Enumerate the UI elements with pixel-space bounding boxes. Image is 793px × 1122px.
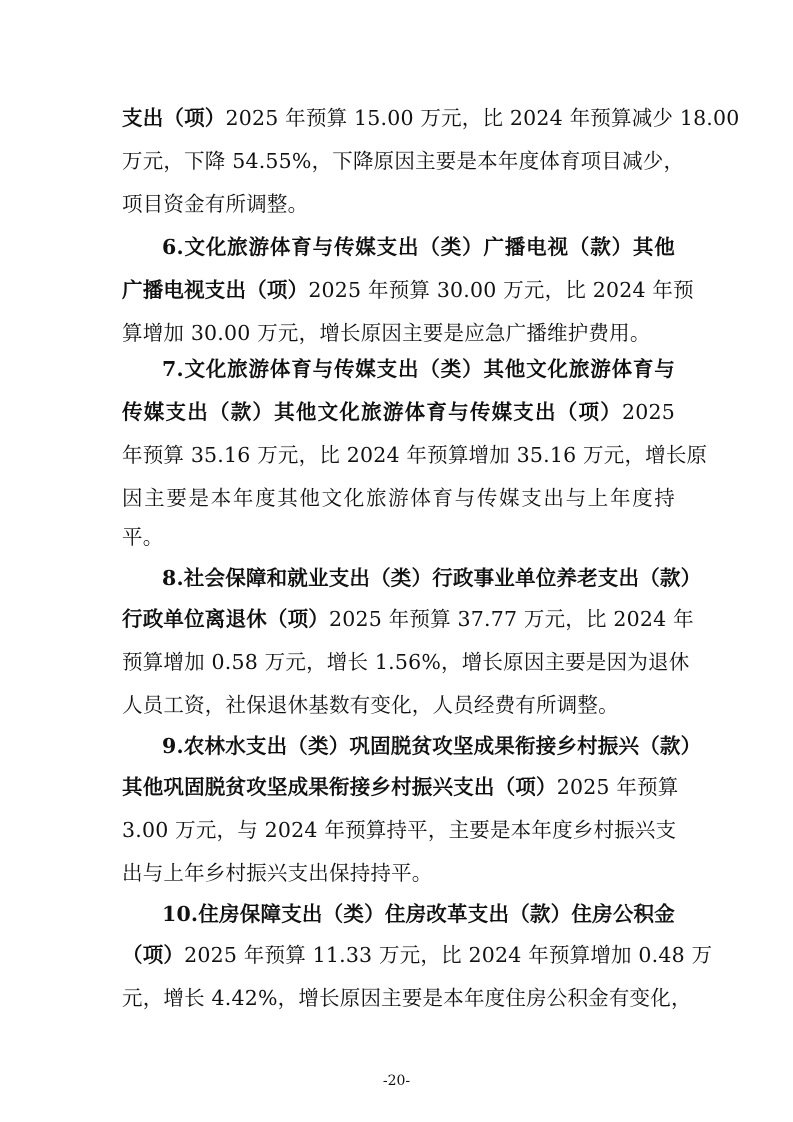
text-line (122, 648, 690, 676)
body-text: 2025 (622, 400, 675, 424)
text-line (122, 691, 675, 719)
text-line (122, 104, 740, 132)
body-text: 出与上年乡村振兴支出保持持平。 (122, 861, 433, 885)
text-line (122, 441, 708, 469)
text-line (122, 190, 675, 218)
text-line (122, 816, 675, 844)
body-text: 因主要是本年度其他文化旅游体育与传媒支出与上年度持 (122, 486, 675, 510)
body-text: 2025 年预算 30.00 万元，比 2024 年预 (308, 278, 694, 302)
body-text: 项目资金有所调整。 (122, 192, 309, 216)
bold-heading: （项） (122, 943, 185, 967)
bold-heading: 9.农林水支出（类）巩固脱贫攻坚成果衔接乡村振兴（款） (162, 734, 702, 758)
text-line (122, 773, 679, 801)
bold-heading: 7.文化旅游体育与传媒支出（类）其他文化旅游体育与 (162, 357, 675, 381)
body-text: 元，增长 4.42%，增长原因主要是本年度住房公积金有变化， (122, 986, 692, 1010)
text-line (122, 605, 694, 633)
body-text: 2025 年预算 37.77 万元，比 2024 年 (329, 607, 694, 631)
bold-heading: 行政单位离退休（项） (122, 607, 329, 631)
bold-heading: 6.文化旅游体育与传媒支出（类）广播电视（款）其他 (162, 235, 675, 259)
text-line (122, 319, 675, 347)
bold-heading: 广播电视支出（项） (122, 278, 309, 302)
text-line (122, 147, 685, 175)
body-text: 算增加 30.00 万元，增长原因主要是应急广播维护费用。 (122, 321, 651, 345)
body-text: 3.00 万元，与 2024 年预算持平，主要是本年度乡村振兴支 (122, 818, 677, 842)
body-text: 预算增加 0.58 万元，增长 1.56%，增长原因主要是因为退休 (122, 650, 690, 674)
body-text: 年预算 35.16 万元，比 2024 年预算增加 35.16 万元，增长原 (122, 443, 708, 467)
body-text: 万元，下降 54.55%，下降原因主要是本年度体育项目减少， (122, 149, 685, 173)
text-line (122, 984, 692, 1012)
body-text: 平。 (122, 525, 164, 549)
text-line (122, 859, 675, 887)
bold-heading: 传媒支出（款）其他文化旅游体育与传媒支出（项） (122, 400, 623, 424)
section-heading-6 (162, 233, 675, 261)
section-heading-9 (162, 732, 702, 760)
section-heading-10 (162, 900, 675, 928)
body-text: 2025 年预算 11.33 万元，比 2024 年预算增加 0.48 万 (184, 943, 713, 967)
body-text: 人员工资，社保退休基数有变化，人员经费有所调整。 (122, 693, 619, 717)
body-text: 2025 年预算 15.00 万元，比 2024 年预算减少 18.00 (225, 106, 740, 130)
text-line (122, 484, 675, 512)
section-heading-8 (162, 564, 702, 592)
section-heading-7 (162, 355, 675, 383)
text-line (122, 941, 713, 969)
bold-heading: 其他巩固脱贫攻坚成果衔接乡村振兴支出（项） (122, 775, 557, 799)
bold-heading: 8.社会保障和就业支出（类）行政事业单位养老支出（款） (162, 566, 702, 590)
text-line (122, 276, 694, 304)
bold-heading: 10.住房保障支出（类）住房改革支出（款）住房公积金 (162, 902, 675, 926)
text-line (122, 398, 675, 426)
body-text: 2025 年预算 (556, 775, 679, 799)
page-number: -20- (382, 1073, 411, 1089)
text-line (122, 523, 675, 551)
bold-heading: 支出（项） (122, 106, 226, 130)
